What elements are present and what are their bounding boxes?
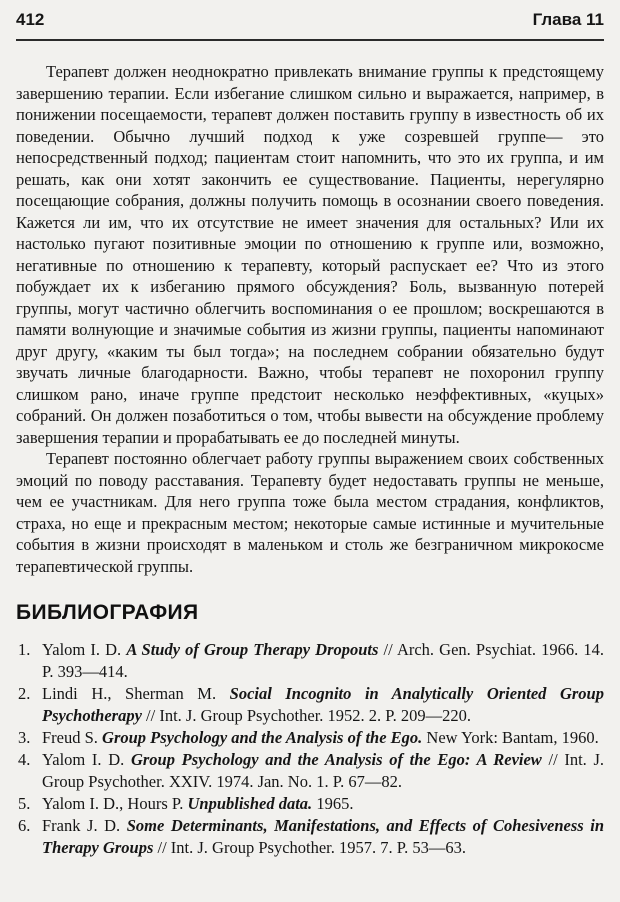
reference-source: // Int. J. Group Psychother. XXIV. 1974. Jan. No. 1. P. 67—82. <box>42 750 605 791</box>
reference-title: Social Incognito in Analytically Oriented Group Psychotherapy <box>42 684 604 725</box>
reference-title: A Study of Group Therapy Dropouts <box>126 640 379 659</box>
paragraph: Терапевт постоянно облегчает работу группы выражением своих собственных эмоций по поводу расставания. Терапевту будет недоставать группы не меньше, чем ее участникам. Для него группа тоже была местом страдания, конфликтов, страха, но еще и прекрасным местом; некоторые самые истинные и мучительные события в жизни происходят в маленьком и столь же безграничном микрокосме терапевтической группы. <box>16 449 604 576</box>
reference-number: 1. <box>18 640 31 659</box>
reference-authors: Yalom I. D. <box>42 640 127 659</box>
reference-title: Group Psychology and the Analysis of the Ego: A Review <box>130 750 542 769</box>
reference-number: 3. <box>18 728 31 747</box>
reference-number: 2. <box>18 684 31 703</box>
reference-authors: Yalom I. D., Hours P. <box>42 794 188 813</box>
reference-source: // Arch. Gen. Psychiat. 1966. 14. P. 393—414. <box>42 640 604 681</box>
bibliography-list <box>16 639 604 859</box>
bibliography-item <box>16 727 604 749</box>
chapter-title: Глава 11 <box>532 10 604 29</box>
reference-title: Some Determinants, Manifestations, and Effects of Cohesiveness in Therapy Groups <box>42 816 604 857</box>
reference-source: // Int. J. Group Psychother. 1952. 2. P. 209—220. <box>141 706 471 725</box>
body-text <box>16 61 604 577</box>
reference-authors: Lindi H., Sherman M. <box>42 684 230 703</box>
reference-number: 5. <box>18 794 31 813</box>
bibliography-item <box>16 793 604 815</box>
reference-authors: Yalom I. D. <box>42 750 131 769</box>
reference-title: Group Psychology and the Analysis of the Ego. <box>102 728 423 747</box>
reference-title: Unpublished data. <box>187 794 313 813</box>
paragraph: Терапевт должен неоднократно привлекать внимание группы к предстоящему завершению терапии. Если избегание слишком сильно и выражается, например, в понижении посещаемости, терапевт должен поставить группу в известность об их поведении. Обычно лучший подход к уже созревшей группе— это непосредственный подход; пациентам стоит напомнить, что это их группа, и им решать, как они хотят закончить ее существование. Пациенты, нерегулярно посещающие собрания, должны получить помощь в осознании своего поведения. Кажется ли им, что их отсутствие не имеет значения для остальных? Или их настолько пугают позитивные эмоции по отношению к группе или, возможно, негативные по отношению к терапевту, который распускает ее? Что из этого побуждает их к избеганию прямого обсуждения? Боль, вызванную потерей группы, могут частично облегчить воспоминания о ее прошлом; воскрешаются в памяти волнующие и значимые события из жизни группы, пациенты напоминают друг другу, «каким ты был тогда»; на последнем собрании обязательно будут звучать личные благодарности. Важно, чтобы терапевт не похоронил группу слишком рано, иначе группе предстоит несколько неэффективных, «куцых» собраний. Он должен позаботиться о том, чтобы вывести на обсуждение проблему завершения терапии и прорабатывать ее до последней минуты. <box>16 62 604 447</box>
bibliography-item <box>16 815 604 859</box>
page-header <box>16 8 604 39</box>
reference-authors: Freud S. <box>42 728 103 747</box>
reference-authors: Frank J. D. <box>42 816 127 835</box>
header-rule <box>16 39 604 41</box>
bibliography-heading: БИБЛИОГРАФИЯ <box>16 601 199 624</box>
bibliography-item <box>16 749 604 793</box>
reference-number: 4. <box>18 750 31 769</box>
reference-source: // Int. J. Group Psychother. 1957. 7. P. 53—63. <box>153 838 466 857</box>
bibliography-item <box>16 683 604 727</box>
page-number: 412 <box>16 10 45 29</box>
bibliography-item <box>16 639 604 683</box>
reference-source: 1965. <box>312 794 354 813</box>
reference-number: 6. <box>18 816 31 835</box>
reference-source: New York: Bantam, 1960. <box>422 728 599 747</box>
